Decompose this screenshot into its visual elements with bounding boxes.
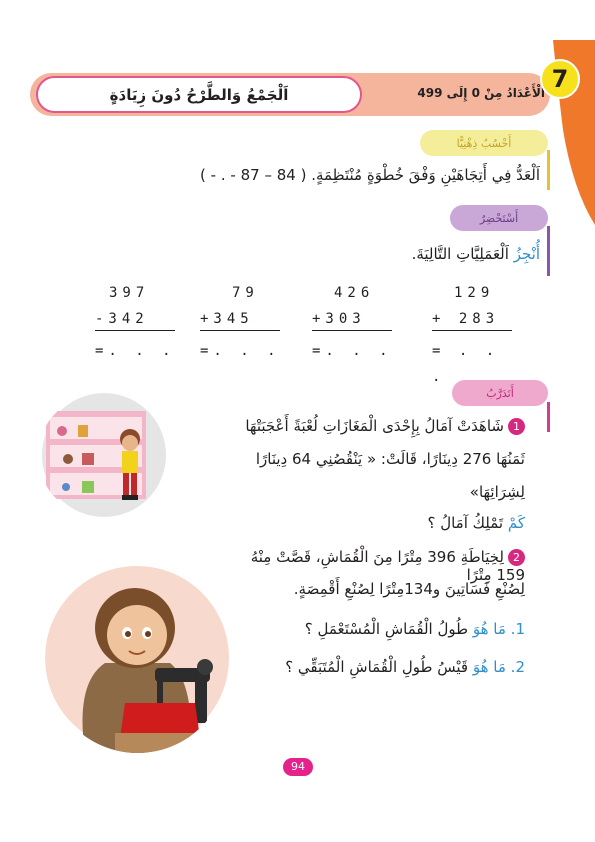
operation-2 (312, 280, 397, 364)
recall-instruction-verb: أُنْجِزُ (513, 245, 540, 263)
problem-1-line-1 (180, 417, 525, 435)
unit-number-badge: 7 (540, 59, 580, 99)
problem-1-question (300, 514, 525, 532)
section-title: الْأَعْدَادُ مِنْ 0 إِلَى 499 (417, 86, 545, 100)
problem-2-q2-number: 2. (510, 658, 525, 676)
operation-3-result: =. . . (200, 343, 281, 359)
operation-1-operand: + 283 (432, 311, 500, 327)
problem-1-question-rest: تَمْلِكُ آمَالُ ؟ (427, 514, 508, 532)
recall-instruction-rest: اَلْعَمَلِيَّاتِ التَّالِيَةَ. (411, 245, 514, 263)
practice-bar (547, 402, 550, 432)
problem-2-q1-rest: طُولُ الْقُمَاشِ الْمُسْتَعْمَلِ ؟ (304, 620, 473, 638)
operation-3-top: 79 (232, 285, 259, 301)
problem-2-question-2 (230, 658, 525, 676)
operation-1-line (432, 330, 512, 331)
mental-calc-bar (547, 150, 550, 190)
problem-2-q1-word: مَا هُوَ (472, 620, 506, 638)
operation-2-top: 426 (334, 285, 375, 301)
page-number: 94 (283, 758, 313, 776)
operation-1-result: = . . . (432, 343, 500, 385)
problem-1-line-3: لِشِرَائِهَا» (469, 483, 525, 501)
problem-2-badge: 2 (508, 549, 525, 566)
recall-instruction (200, 245, 540, 263)
problem-2-text-1: لِخِيَاطَةِ 396 مِتْرًا مِنَ الْقُمَاشِ، قَصَّتْ مِنْهُ 159 مِتْرًا (250, 548, 525, 584)
operation-2-result: =. . . (312, 343, 393, 359)
operation-2-operand: +303 (312, 311, 366, 327)
problem-2-q1-number: 1. (510, 620, 525, 638)
problem-2-q2-rest: قَيْسُ طُولِ الْقُمَاشِ الْمُتَبَقِّي ؟ (285, 658, 473, 676)
problem-2-line-1 (220, 548, 525, 584)
problem-2-question-1 (230, 620, 525, 638)
operation-4-top: 397 (109, 285, 150, 301)
problem-2-q2-word: مَا هُوَ (472, 658, 506, 676)
operation-3 (200, 280, 285, 364)
operation-2-line (312, 330, 392, 331)
operation-3-operand: +345 (200, 311, 254, 327)
operation-4 (95, 280, 180, 364)
operation-4-operand: -342 (95, 311, 149, 327)
mental-calc-instruction: اَلْعَدُّ فِي أَتِجَاهَيْنِ وَفْقَ خُطْوَةٍ مُنْتَظِمَةٍ. ( 84 – 87 - . - ) (200, 166, 540, 184)
problem-1-question-word: كَمْ (507, 514, 525, 532)
practice-tag: أَتَدَرَّبُ (452, 380, 548, 406)
operation-4-line (95, 330, 175, 331)
problem-2-line-2: لِصُنْعِ فَسَاتِينَ و134مِتْرًا لِصُنْعِ أَقْمِصَةٍ. (293, 580, 525, 598)
tailor-illustration (45, 563, 230, 753)
operation-1-top: 129 (454, 285, 495, 301)
operation-3-line (200, 330, 280, 331)
problem-1-line-2: ثَمَنُهَا 276 دِينَارًا، قَالَتْ: « يَنْقُصُنِي 64 دِينَارًا (255, 450, 525, 468)
mental-calc-tag: أَحْسُبُ ذِهْنِيًّا (420, 130, 548, 156)
lesson-title: اَلْجَمْعُ وَالطَّرْحُ دُونَ زِيَادَةٍ (36, 76, 362, 113)
recall-tag: أَسْتَحْضِرُ (450, 205, 548, 231)
operation-1 (432, 280, 517, 385)
problem-1-badge: 1 (508, 418, 525, 435)
operation-4-result: =. . . (95, 343, 176, 359)
recall-bar (547, 226, 550, 276)
toy-shop-illustration (38, 393, 170, 518)
problem-1-text-1: شَاهَدَتْ آمَالُ بِإِحْدَى الْمَغَازَاتِ لُعْبَةً أَعْجَبَتْهَا (245, 417, 504, 435)
